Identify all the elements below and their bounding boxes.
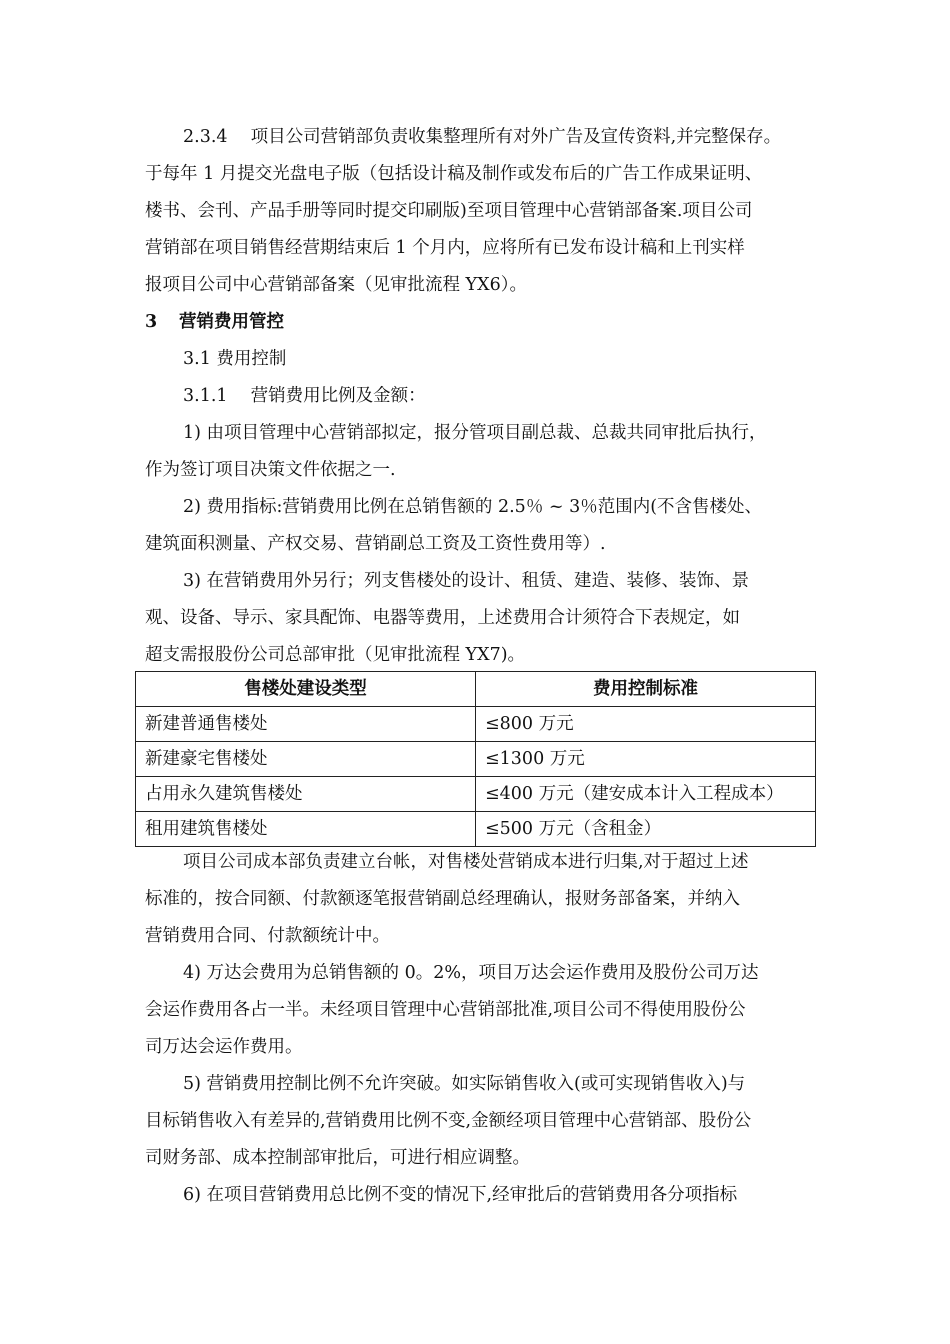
list-item-line: 3) 在营销费用外另行；列支售楼处的设计、租赁、建造、装修、装饰、景	[183, 571, 750, 591]
paragraph-line: 标准的，按合同额、付款额逐笔报营销副总经理确认，报财务部备案，并纳入	[145, 889, 740, 909]
paragraph-line: 于每年 1 月提交光盘电子版（包括设计稿及制作或发布后的广告工作成果证明、	[145, 164, 763, 184]
list-item-line: 司万达会运作费用。	[145, 1037, 303, 1057]
paragraph-line: 营销费用合同、付款额统计中。	[145, 926, 390, 946]
section-number: 3	[145, 312, 158, 332]
list-item-line: 1) 由项目管理中心营销部拟定，报分管项目副总裁、总裁共同审批后执行，	[183, 423, 767, 443]
section-title: 营销费用管控	[179, 312, 284, 332]
list-item-line: 会运作费用各占一半。未经项目管理中心营销部批准,项目公司不得使用股份公	[145, 1000, 746, 1020]
table-row	[136, 812, 816, 847]
list-item-line: 2) 费用指标:营销费用比例在总销售额的 2.5％ ~ 3％范围内(不含售楼处、	[183, 497, 763, 517]
sales-office-cost-table	[135, 671, 816, 847]
subsubsection-heading: 3.1.1 营销费用比例及金额：	[183, 386, 426, 406]
paragraph-line: 2.3.4 项目公司营销部负责收集整理所有对外广告及宣传资料,并完整保存。	[183, 127, 782, 147]
section-heading	[145, 310, 284, 334]
table-row	[136, 777, 816, 812]
table-cell-type: 新建豪宅售楼处	[136, 742, 476, 777]
paragraph-line: 营销部在项目销售经营期结束后 1 个月内，应将所有已发布设计稿和上刊实样	[145, 238, 745, 258]
table-cell-type: 租用建筑售楼处	[136, 812, 476, 847]
list-item-line: 4) 万达会费用为总销售额的 0。2%，项目万达会运作费用及股份公司万达	[183, 963, 759, 983]
table-cell-type: 占用永久建筑售楼处	[136, 777, 476, 812]
list-item-line: 超支需报股份公司总部审批（见审批流程 YX7)。	[145, 645, 526, 665]
paragraph-line: 项目公司成本部负责建立台帐，对售楼处营销成本进行归集,对于超过上述	[183, 852, 749, 872]
list-item-line: 5) 营销费用控制比例不允许突破。如实际销售收入(或可实现销售收入)与	[183, 1074, 746, 1094]
table-cell-standard: ≤800 万元	[476, 707, 816, 742]
list-item-line: 建筑面积测量、产权交易、营销副总工资及工资性费用等）.	[145, 534, 606, 554]
table-cell-standard: ≤500 万元（含租金）	[476, 812, 816, 847]
table-header-row	[136, 672, 816, 707]
list-item-line: 6) 在项目营销费用总比例不变的情况下,经审批后的营销费用各分项指标	[183, 1185, 738, 1205]
subsection-heading: 3.1 费用控制	[183, 349, 287, 369]
paragraph-line: 楼书、会刊、产品手册等同时提交印刷版)至项目管理中心营销部备案.项目公司	[145, 201, 753, 221]
table-row	[136, 742, 816, 777]
list-item-line: 司财务部、成本控制部审批后，可进行相应调整。	[145, 1148, 530, 1168]
column-header-type: 售楼处建设类型	[136, 672, 476, 707]
table-row	[136, 707, 816, 742]
column-header-standard: 费用控制标准	[476, 672, 816, 707]
table-cell-type: 新建普通售楼处	[136, 707, 476, 742]
table-cell-standard: ≤1300 万元	[476, 742, 816, 777]
list-item-line: 观、设备、导示、家具配饰、电器等费用，上述费用合计须符合下表规定，如	[145, 608, 740, 628]
table-cell-standard: ≤400 万元（建安成本计入工程成本）	[476, 777, 816, 812]
list-item-line: 作为签订项目决策文件依据之一.	[145, 460, 396, 480]
paragraph-line: 报项目公司中心营销部备案（见审批流程 YX6）。	[145, 275, 527, 295]
list-item-line: 目标销售收入有差异的,营销费用比例不变,金额经项目管理中心营销部、股份公	[145, 1111, 752, 1131]
